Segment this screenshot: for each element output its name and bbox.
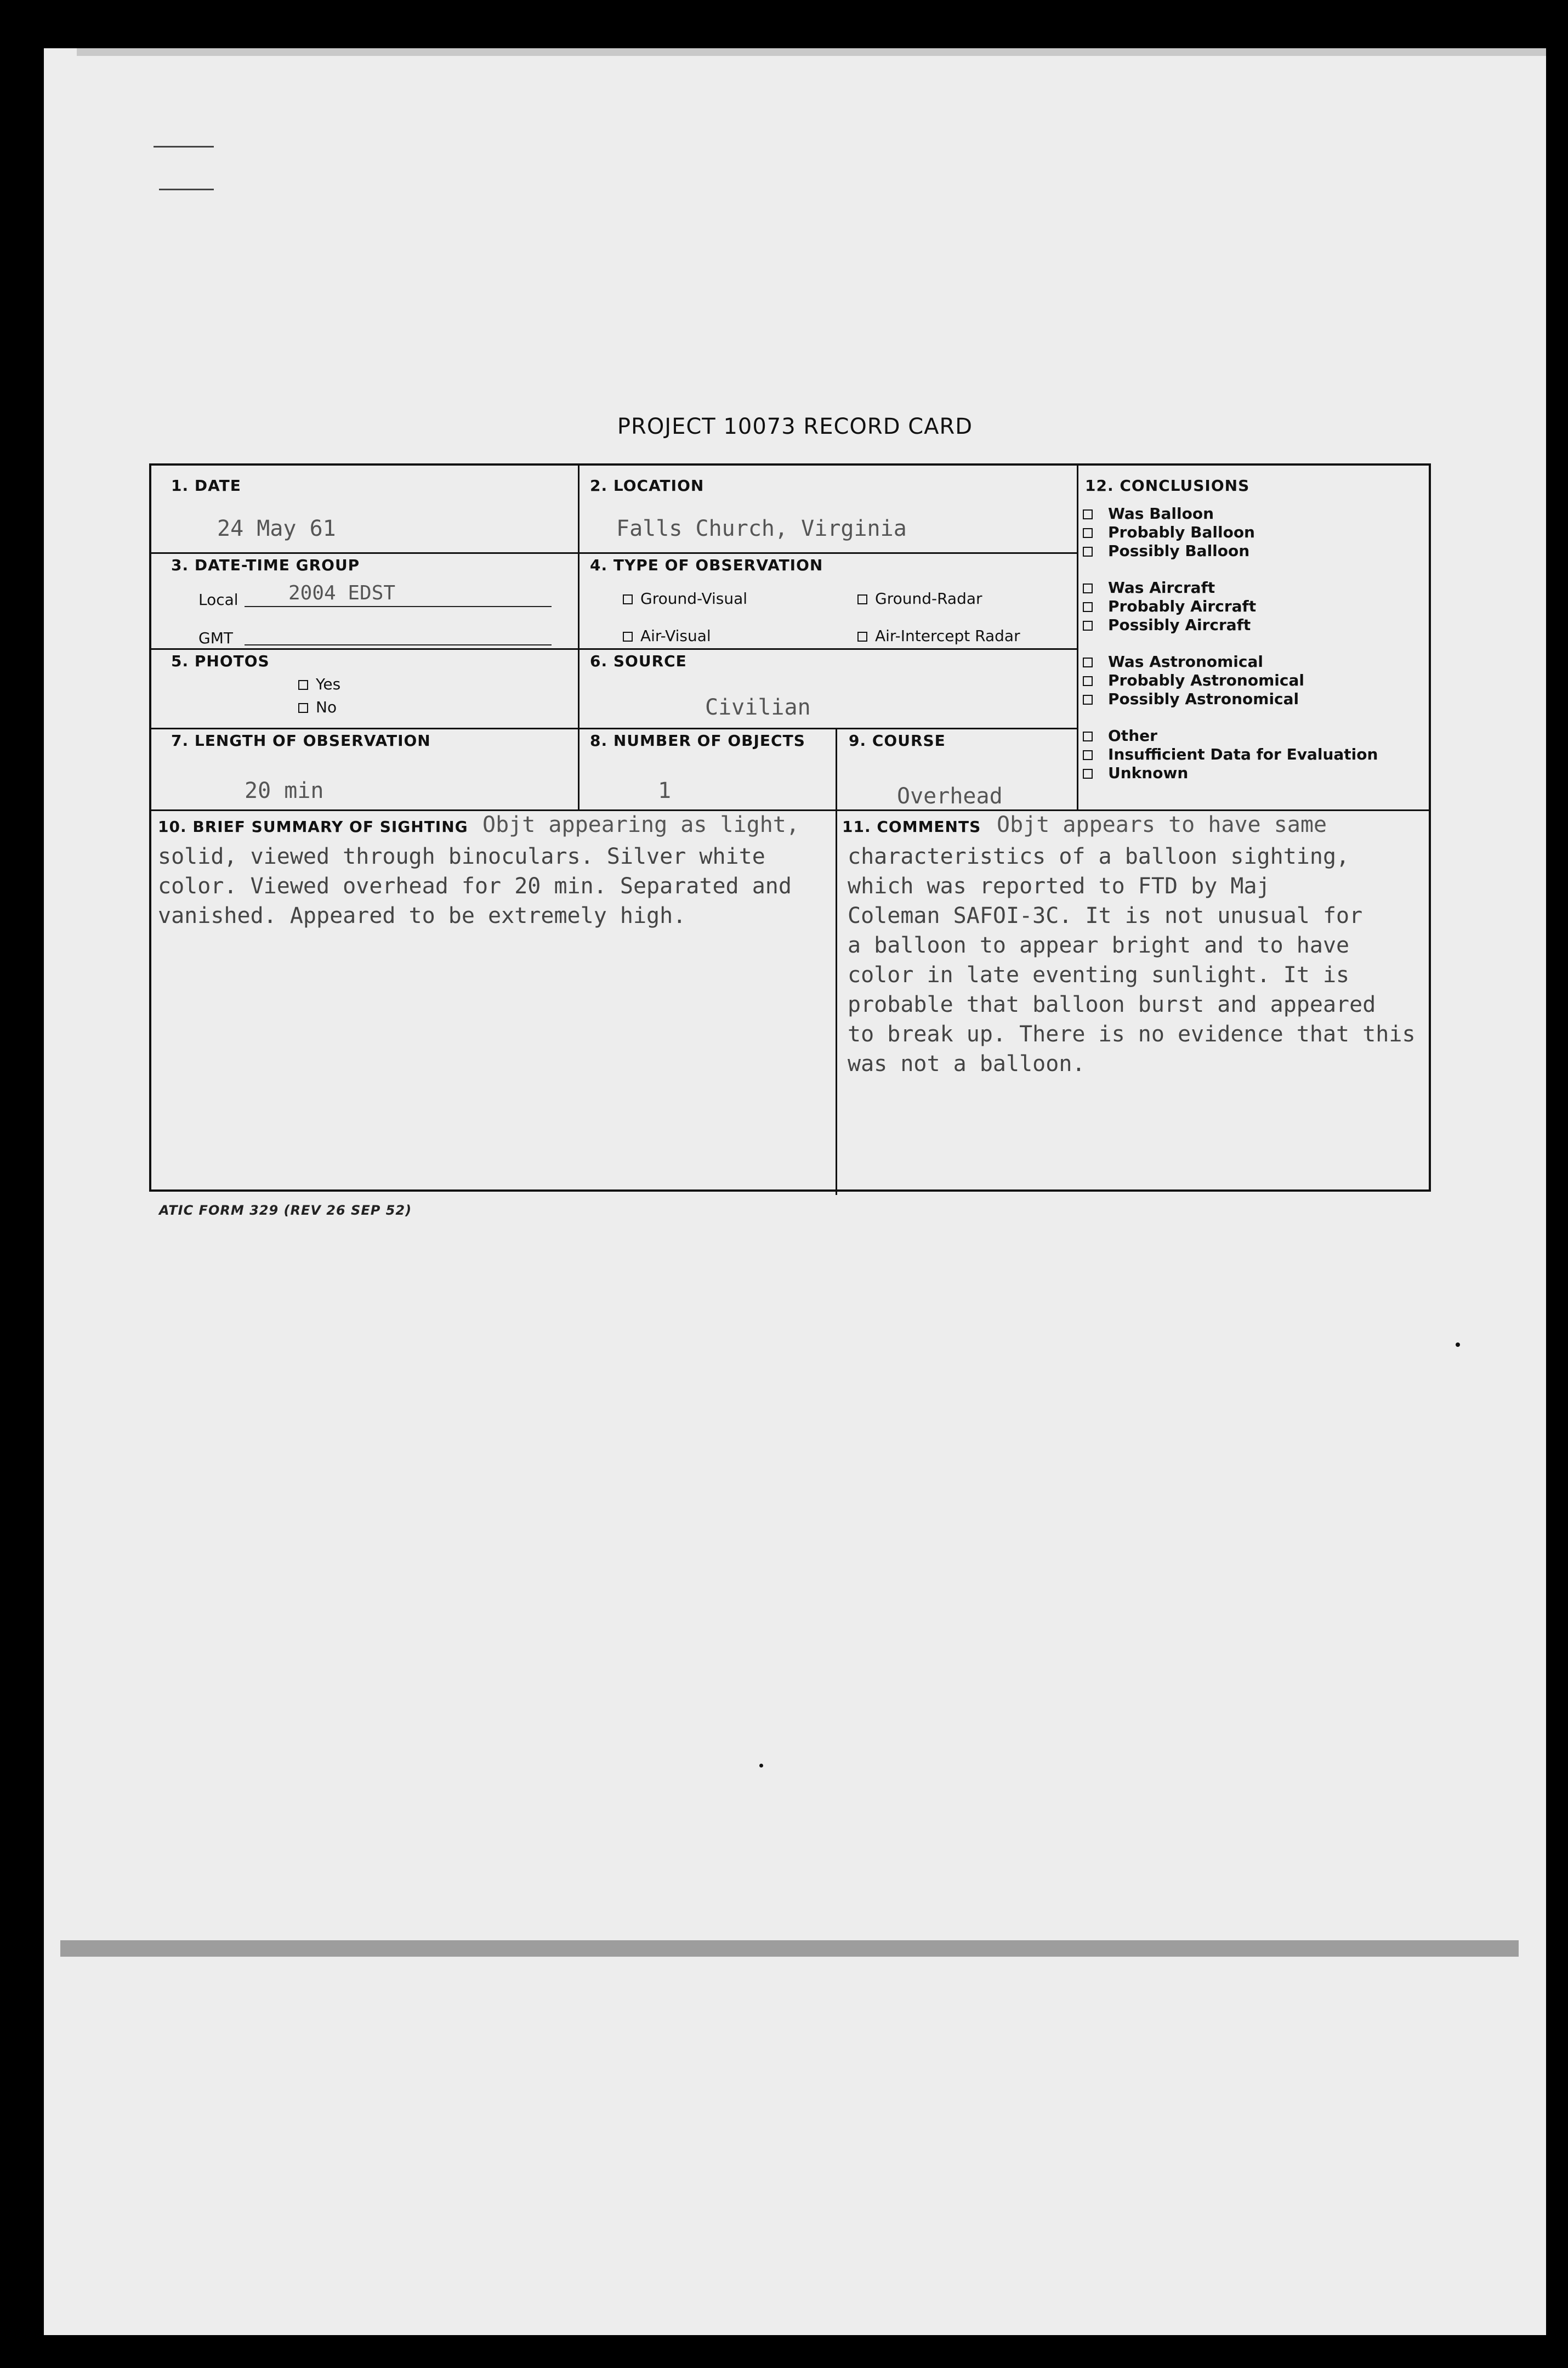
local-time-value: 2004 EDST bbox=[288, 582, 396, 604]
objects-value: 1 bbox=[658, 778, 672, 803]
ground-radar-option bbox=[857, 590, 982, 608]
conclusion-checkbox bbox=[1083, 695, 1093, 705]
divider-col-right bbox=[1077, 466, 1078, 811]
conclusion-option bbox=[1083, 745, 1428, 764]
photos-no-text: No bbox=[316, 698, 337, 716]
conclusion-option bbox=[1083, 653, 1428, 671]
ground-visual-checkbox bbox=[623, 594, 633, 604]
conclusion-checkbox bbox=[1083, 547, 1093, 557]
conclusion-group-balloon bbox=[1083, 505, 1428, 560]
card-title: PROJECT 10073 RECORD CARD bbox=[617, 414, 973, 439]
conclusion-option bbox=[1083, 597, 1428, 616]
observation-type-label: 4. TYPE OF OBSERVATION bbox=[590, 556, 823, 574]
conclusion-group-aircraft bbox=[1083, 579, 1428, 635]
scan-artifact-bottom bbox=[60, 1940, 1519, 1957]
objects-label: 8. NUMBER OF OBJECTS bbox=[590, 732, 805, 750]
length-value: 20 min bbox=[245, 778, 324, 803]
conclusion-text: Possibly Astronomical bbox=[1108, 690, 1299, 708]
date-value: 24 May 61 bbox=[217, 516, 336, 541]
comments-first-line: Objt appears to have same bbox=[997, 812, 1327, 837]
summary-first-line: Objt appearing as light, bbox=[482, 812, 799, 837]
conclusion-text: Other bbox=[1108, 727, 1157, 745]
speck bbox=[1456, 1342, 1460, 1347]
conclusion-text: Probably Aircraft bbox=[1108, 597, 1257, 615]
conclusion-option bbox=[1083, 690, 1428, 709]
ground-radar-text: Ground-Radar bbox=[875, 590, 982, 608]
conclusion-text: Possibly Balloon bbox=[1108, 542, 1250, 560]
conclusion-checkbox bbox=[1083, 676, 1093, 686]
comments-text: characteristics of a balloon sighting, which was reported to FTD by Maj Coleman SAFOI-3C. It is not unusual for a balloon to appear bright and to have color in late eventing sunlight. It is probable that balloon burst and appeared to break up. There is no evidence that this was not a balloon. bbox=[848, 844, 1416, 1077]
location-label: 2. LOCATION bbox=[590, 477, 705, 495]
conclusion-text: Insufficient Data for Evaluation bbox=[1108, 745, 1378, 763]
conclusions-label: 12. CONCLUSIONS bbox=[1085, 477, 1250, 495]
conclusion-option bbox=[1083, 579, 1428, 597]
ground-visual-text: Ground-Visual bbox=[640, 590, 748, 608]
conclusion-option bbox=[1083, 523, 1428, 542]
divider-col-left bbox=[578, 466, 580, 811]
summary-label: 10. BRIEF SUMMARY OF SIGHTING bbox=[158, 818, 468, 836]
conclusion-text: Probably Balloon bbox=[1108, 523, 1255, 541]
photos-no-checkbox bbox=[298, 703, 308, 713]
divider-course bbox=[836, 728, 837, 811]
air-visual-text: Air-Visual bbox=[640, 627, 711, 645]
air-intercept-checkbox bbox=[857, 632, 867, 642]
source-label: 6. SOURCE bbox=[590, 652, 687, 670]
conclusion-checkbox bbox=[1083, 583, 1093, 593]
date-time-group-label: 3. DATE-TIME GROUP bbox=[171, 556, 360, 574]
divider-row-4 bbox=[151, 809, 1429, 811]
conclusion-text: Probably Astronomical bbox=[1108, 671, 1304, 689]
air-visual-checkbox bbox=[623, 632, 633, 642]
conclusion-group-astronomical bbox=[1083, 653, 1428, 709]
length-label: 7. LENGTH OF OBSERVATION bbox=[171, 732, 431, 750]
conclusion-checkbox bbox=[1083, 769, 1093, 779]
conclusion-option bbox=[1083, 505, 1428, 523]
conclusion-checkbox bbox=[1083, 750, 1093, 760]
gmt-underline bbox=[245, 644, 552, 645]
divider-row-1 bbox=[151, 552, 1078, 554]
speck bbox=[759, 1764, 763, 1767]
local-underline bbox=[245, 606, 552, 607]
conclusion-text: Was Aircraft bbox=[1108, 579, 1215, 597]
scanned-page bbox=[44, 48, 1546, 2335]
conclusion-checkbox bbox=[1083, 732, 1093, 741]
form-number: ATIC FORM 329 (REV 26 SEP 52) bbox=[159, 1203, 412, 1218]
local-label: Local bbox=[198, 591, 238, 609]
ground-radar-checkbox bbox=[857, 594, 867, 604]
photos-label: 5. PHOTOS bbox=[171, 652, 270, 670]
conclusion-text: Unknown bbox=[1108, 764, 1189, 782]
location-value: Falls Church, Virginia bbox=[616, 516, 907, 541]
air-intercept-option bbox=[857, 627, 1020, 645]
photos-no-option bbox=[298, 698, 337, 716]
conclusion-checkbox bbox=[1083, 509, 1093, 519]
photos-yes-text: Yes bbox=[316, 675, 341, 693]
air-intercept-text: Air-Intercept Radar bbox=[875, 627, 1020, 645]
conclusion-group-other bbox=[1083, 727, 1428, 783]
gmt-label: GMT bbox=[198, 629, 233, 647]
scan-mark bbox=[154, 146, 214, 148]
conclusion-text: Possibly Aircraft bbox=[1108, 616, 1251, 634]
divider-row-2 bbox=[151, 648, 1078, 650]
divider-summary-comments bbox=[836, 811, 837, 1195]
conclusion-checkbox bbox=[1083, 621, 1093, 631]
conclusion-checkbox bbox=[1083, 602, 1093, 612]
record-card bbox=[149, 463, 1431, 1192]
conclusion-option bbox=[1083, 616, 1428, 635]
conclusion-checkbox bbox=[1083, 528, 1093, 538]
conclusion-text: Was Balloon bbox=[1108, 505, 1214, 523]
date-label: 1. DATE bbox=[171, 477, 241, 495]
conclusion-option bbox=[1083, 727, 1428, 745]
conclusion-option bbox=[1083, 542, 1428, 560]
conclusion-checkbox bbox=[1083, 658, 1093, 667]
course-value: Overhead bbox=[897, 784, 1003, 809]
scan-artifact-top bbox=[77, 48, 1546, 56]
scan-mark bbox=[159, 189, 214, 190]
conclusion-option bbox=[1083, 764, 1428, 783]
source-value: Civilian bbox=[705, 695, 811, 720]
ground-visual-option bbox=[623, 590, 747, 608]
summary-text: solid, viewed through binoculars. Silver white color. Viewed overhead for 20 min. Separated and vanished. Appeared to be extremely high. bbox=[158, 844, 792, 928]
air-visual-option bbox=[623, 627, 711, 645]
divider-row-3 bbox=[151, 728, 1078, 729]
comments-label: 11. COMMENTS bbox=[842, 818, 981, 836]
conclusion-text: Was Astronomical bbox=[1108, 653, 1263, 671]
conclusion-option bbox=[1083, 671, 1428, 690]
photos-yes-checkbox bbox=[298, 680, 308, 690]
photos-yes-option bbox=[298, 675, 340, 693]
course-label: 9. COURSE bbox=[849, 732, 946, 750]
